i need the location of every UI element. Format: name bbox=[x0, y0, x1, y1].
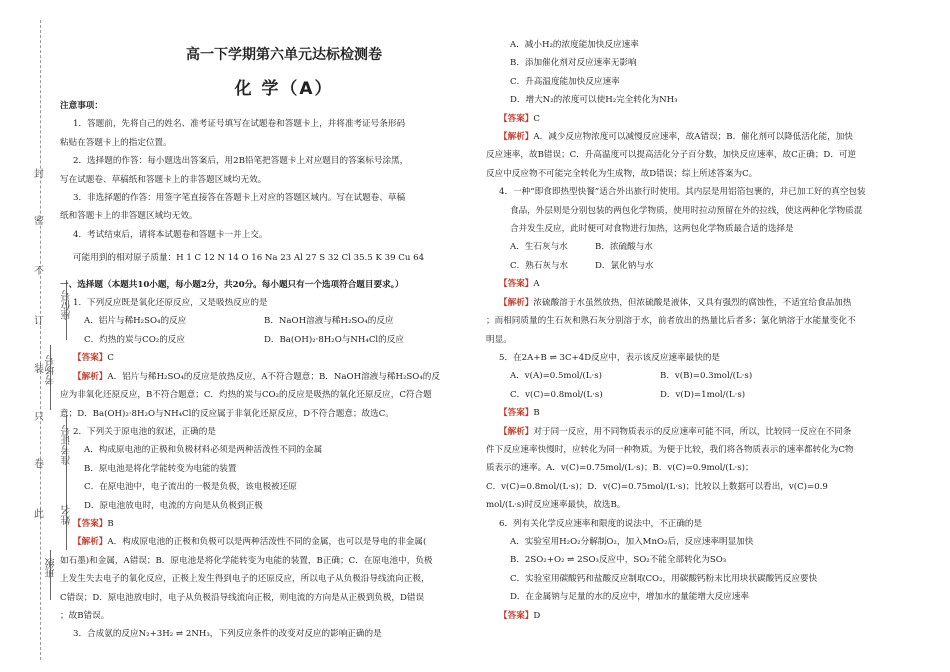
notice-item: 1．答题前，先将自己的姓名、准考证号填写在试题卷和答题卡上，并将准考证号条形码 bbox=[73, 119, 406, 130]
analysis-label: 【解析】 bbox=[499, 297, 534, 308]
analysis-text: 浓硫酸溶于水虽然放热，但浓硫酸是液体，又具有强烈的腐蚀性，不适宜给食品加热 bbox=[533, 297, 852, 308]
q1-option-a: A．铝片与稀H₂SO₄的反应 bbox=[84, 316, 187, 327]
analysis-label: 【解析】 bbox=[499, 426, 534, 437]
atomic-masses: 可能用到的相对原子质量：H 1 C 12 N 14 O 16 Na 23 Al 27 S 32 Cl 35.5 K 39 Cu 64 bbox=[73, 253, 425, 264]
q1-answer bbox=[60, 349, 475, 367]
q1-stem: 1．下列反应既是氧化还原反应，又是吸热反应的是 bbox=[73, 298, 268, 309]
q5-option-c: C．v(C)=0.8mol/(L·s) bbox=[510, 389, 603, 400]
notice-item: 3．非选择题的作答：用签字笔直接答在答题卡上对应的答题区域内。写在试题卷、草稿 bbox=[73, 193, 406, 204]
q4-stem: 合并发生反应，此时便可对食物进行加热，这两包化学物质最合适的选择是 bbox=[510, 224, 794, 235]
analysis-text: ；而相同质量的生石灰和熟石灰分别溶于水，前者放出的热量比后者多；氯化钠溶于水能量变化不 bbox=[486, 316, 856, 327]
q2-option-c: C．在原电池中，电子流出的一极是负极，该电极被还原 bbox=[84, 482, 297, 493]
analysis-text: C错误；D．原电池放电时，电子从负极沿导线流向正极，则电流的方向是从正极到负极，D错误 bbox=[60, 592, 425, 603]
analysis-text: 应为非氧化还原反应，B不符合题意；C．灼热的炭与CO₂的反应是吸热的氧化还原反应，C符合题 bbox=[60, 390, 432, 401]
analysis-text: 反应中反应物不可能完全转化为生成物，故D错误；综上所述答案为C。 bbox=[486, 168, 758, 179]
q2-option-d: D．原电池放电时，电流的方向是从负极到正极 bbox=[84, 500, 263, 511]
analysis-text: 质表示的速率。A．v(C)=0.75mol/(L·s)；B．v(C)=0.9mol/(L·s)； bbox=[486, 463, 754, 474]
notice-item: 4．考试结束后，请将本试题卷和答题卡一并上交。 bbox=[73, 229, 268, 240]
q3-answer-value: C bbox=[533, 113, 540, 124]
q1-options-cd bbox=[60, 331, 475, 349]
page-subtitle: 化 学（A） bbox=[234, 79, 334, 99]
q2-option-a: A．构成原电池的正极和负极材料必须是两种活泼性不同的金属 bbox=[84, 445, 323, 456]
notice-item: 粘贴在答题卡上的指定位置。 bbox=[60, 137, 172, 148]
q4-stem: 食品，外层则是分别包装的两包化学物质，使用时拉动预留在外的拉线，使这两种化学物质混 bbox=[510, 205, 863, 216]
page-title: 高一下学期第六单元达标检测卷 bbox=[186, 47, 382, 63]
q5-stem: 5．在2A+B ⇌ 3C+4D反应中，表示该反应速率最快的是 bbox=[499, 352, 721, 363]
q2-option-b: B．原电池是将化学能转变为电能的装置 bbox=[84, 463, 237, 474]
name-label: 姓名 bbox=[62, 505, 73, 525]
q6-answer bbox=[486, 607, 926, 625]
seal-char: 封 bbox=[34, 169, 44, 180]
q3-option-c: C．升高温度能加快反应速率 bbox=[510, 76, 620, 87]
q2-analysis bbox=[60, 533, 475, 551]
q6-stem: 6．列有关化学反应速率和限度的说法中，不正确的是 bbox=[499, 518, 703, 529]
answer-label: 【答案】 bbox=[73, 353, 108, 364]
q1-option-b: B．NaOH溶液与稀H₂SO₄的反应 bbox=[264, 316, 394, 327]
answer-label: 【答案】 bbox=[499, 610, 534, 621]
q2-stem: 2．下列关于原电池的叙述，正确的是 bbox=[73, 426, 216, 437]
left-column bbox=[60, 97, 475, 644]
q2-answer-value: B bbox=[107, 518, 114, 529]
q4-option-c: C．熟石灰与水 bbox=[510, 260, 569, 271]
q4-options-cd bbox=[486, 257, 926, 275]
analysis-label: 【解析】 bbox=[73, 371, 108, 382]
seal-dashed-line bbox=[40, 20, 41, 660]
seat-number-label: 座位号 bbox=[62, 290, 73, 320]
q1-option-c: C．灼热的炭与CO₂的反应 bbox=[84, 334, 185, 345]
notice-item: 2．选择题的作答：每小题选出答案后，用2B铅笔把答题卡上对应题目的答案标号涂黑， bbox=[73, 156, 409, 167]
q4-answer bbox=[486, 275, 926, 293]
analysis-text: 上发生失去电子的氧化反应，正极上发生得到电子的还原反应，所以电子从负极沿导线流向正极， bbox=[60, 574, 430, 585]
analysis-label: 【解析】 bbox=[499, 132, 534, 143]
answer-label: 【答案】 bbox=[499, 113, 534, 124]
q3-option-b: B．添加催化剂对反应速率无影响 bbox=[510, 58, 637, 69]
q4-answer-value: A bbox=[533, 279, 540, 290]
q4-option-d: D．氯化钠与水 bbox=[595, 260, 654, 271]
q6-option-a: A．实验室用H₂O₂分解制O₂，加入MnO₂后，反应速率明显加快 bbox=[510, 536, 754, 547]
q4-options-ab bbox=[486, 238, 926, 256]
analysis-text: 明显。 bbox=[486, 334, 512, 345]
q5-options-cd bbox=[486, 386, 926, 404]
q3-answer bbox=[486, 110, 926, 128]
q5-answer bbox=[486, 404, 926, 422]
exam-title bbox=[95, 44, 473, 99]
seal-char: 订 bbox=[34, 316, 44, 327]
analysis-text: A．减少反应物浓度可以减慢反应速率，故A错误；B．催化剂可以降低活化能，加快 bbox=[533, 132, 853, 143]
q1-analysis bbox=[60, 368, 475, 386]
analysis-text: 如石墨)和金属，A错误；B．原电池是将化学能转变为电能的装置，B正确；C．在原电池中，负极 bbox=[60, 555, 433, 566]
q3-option-a: A．减小H₂的浓度能加快反应速率 bbox=[510, 40, 639, 50]
seal-char: 此 bbox=[34, 509, 44, 520]
notice-item: 纸和答题卡上的非答题区域均无效。 bbox=[60, 211, 198, 222]
q5-option-d: D．v(D)=1mol/(L·s) bbox=[660, 389, 746, 400]
analysis-text: 件下反应速率快慢时，应转化为同一种物质。为便于比较，我们将各物质表示的速率都转化为C物 bbox=[486, 444, 854, 455]
q4-stem: 4．一种“即食即热型快餐”适合外出旅行时使用。其内层是用铝箔包裹的，并已加工好的真空包装 bbox=[499, 187, 866, 198]
analysis-text: 对于同一反应，用不同物质表示的反应速率可能不同，所以，比较同一反应在不同条 bbox=[533, 426, 852, 437]
answer-label: 【答案】 bbox=[499, 279, 534, 290]
q3-analysis bbox=[486, 128, 926, 146]
q6-option-c: C．实验室用碳酸钙和盐酸反应制取CO₂，用碳酸钙粉末比用块状碳酸钙反应要快 bbox=[510, 573, 818, 584]
q3-option-d: D．增大N₂的浓度可以使H₂完全转化为NH₃ bbox=[510, 95, 678, 106]
q1-option-d: D．Ba(OH)₂·8H₂O与NH₄Cl的反应 bbox=[264, 334, 404, 345]
analysis-text: 意；D．Ba(OH)₂·8H₂O与NH₄Cl的反应属于非氧化还原反应，D不符合题意；故选C。 bbox=[60, 408, 394, 419]
exam-room-label: 考场号 bbox=[46, 355, 57, 385]
analysis-text: 反应速率，故B错误；C．升高温度可以提高活化分子百分数，加快反应速率，故C正确；D．可逆 bbox=[486, 150, 857, 161]
q4-option-a: A．生石灰与水 bbox=[510, 242, 568, 253]
right-column bbox=[486, 36, 926, 625]
analysis-text: A．构成原电池的正极和负极可以是两种活泼性不同的金属，也可以是导电的非金属( bbox=[107, 537, 427, 548]
q6-option-b: B．2SO₂+O₂ ⇌ 2SO₃反应中，SO₂不能全部转化为SO₃ bbox=[510, 555, 727, 566]
seal-char: 卷 bbox=[34, 459, 44, 470]
notice-heading: 注意事项： bbox=[60, 101, 103, 111]
analysis-text: mol/(L·s)时反应速率最快，故选B。 bbox=[486, 500, 626, 511]
q4-option-b: B．浓硫酸与水 bbox=[595, 242, 653, 253]
analysis-label: 【解析】 bbox=[73, 537, 108, 548]
analysis-text: ；故B错误。 bbox=[60, 610, 110, 621]
notice-item: 写在试题卷、草稿纸和答题卡上的非答题区域均无效。 bbox=[60, 174, 267, 185]
ticket-number-label: 准考证号 bbox=[62, 425, 73, 465]
q5-answer-value: B bbox=[533, 408, 540, 419]
q6-answer-value: D bbox=[533, 610, 541, 621]
answer-label: 【答案】 bbox=[499, 408, 534, 419]
q6-option-d: D．在金属钠与足量的水的反应中，增加水的量能增大反应速率 bbox=[510, 592, 749, 603]
q1-answer-value: C bbox=[107, 353, 114, 364]
analysis-text: A．铝片与稀H₂SO₄的反应是放热反应，A不符合题意；B．NaOH溶液与稀H₂SO₄的反 bbox=[107, 371, 440, 382]
answer-label: 【答案】 bbox=[73, 518, 108, 529]
q5-option-b: B．v(B)=0.3mol/(L·s) bbox=[660, 371, 753, 382]
q5-option-a: A．v(A)=0.5mol/(L·s) bbox=[510, 371, 602, 382]
q5-options-ab bbox=[486, 367, 926, 385]
section-heading: 一、选择题（本题共10小题，每小题2分，共20分。每小题只有一个选项符合题目要求。） bbox=[60, 279, 404, 290]
q2-answer bbox=[60, 515, 475, 533]
class-label: 班级 bbox=[46, 558, 57, 578]
q3-stem: 3．合成氨的反应N₂+3H₂ ⇌ 2NH₃，下列反应条件的改变对反应的影响正确的是 bbox=[73, 629, 382, 640]
seal-char: 装 bbox=[34, 364, 44, 375]
q1-options-ab bbox=[60, 312, 475, 330]
seal-char: 密 bbox=[34, 216, 44, 227]
q4-analysis bbox=[486, 294, 926, 312]
analysis-text: C．v(C)=0.8mol/(L·s)；D．v(C)=0.75mol/(L·s)；比较以上数据可以看出，v(C)=0.9 bbox=[486, 481, 828, 492]
seal-char: 不 bbox=[34, 266, 44, 277]
seal-char: 只 bbox=[34, 412, 44, 423]
q5-analysis bbox=[486, 423, 926, 441]
